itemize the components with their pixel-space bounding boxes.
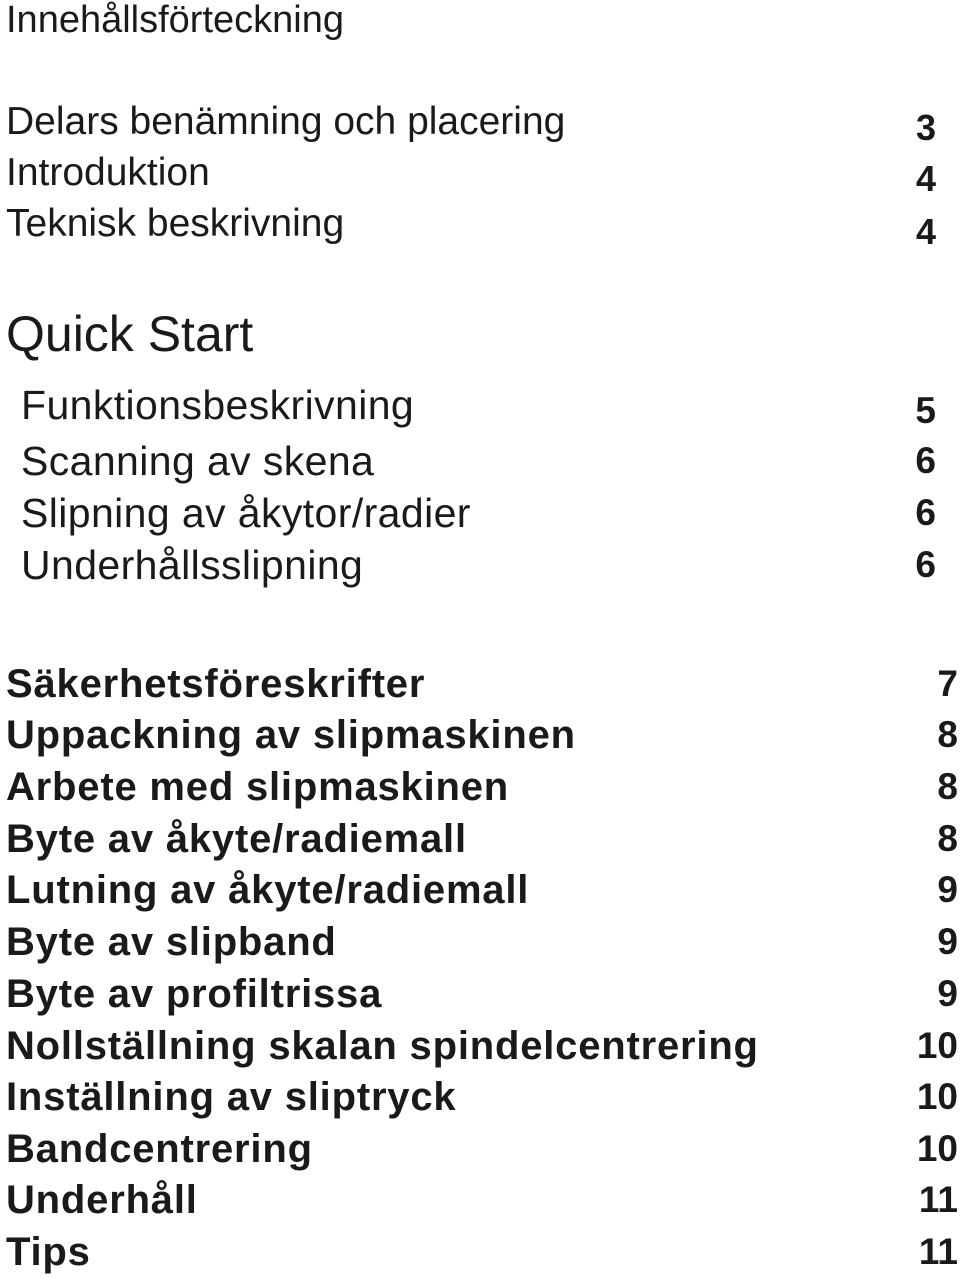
- toc-entry-label: Introduktion: [6, 151, 210, 194]
- toc-entry-page: 10: [916, 1076, 958, 1117]
- toc-entry-pressure[interactable]: [0, 1074, 960, 1122]
- toc-entry-maintenance-grinding[interactable]: [0, 542, 960, 590]
- toc-entry-label: Byte av slipband: [6, 920, 337, 964]
- toc-entry-page: 10: [916, 1128, 958, 1169]
- toc-entry-introduction[interactable]: [0, 151, 960, 197]
- toc-entry-safety[interactable]: [0, 661, 960, 709]
- toc-entry-label: Byte av åkyte/radiemall: [6, 817, 467, 861]
- toc-entry-tips[interactable]: [0, 1229, 960, 1277]
- toc-entry-label: Nollställning skalan spindelcentrering: [6, 1024, 759, 1068]
- toc-entry-label: Underhållsslipning: [21, 542, 364, 588]
- toc-entry-parts[interactable]: [0, 100, 960, 146]
- toc-entry-scanning[interactable]: [0, 438, 960, 486]
- toc-title: Innehållsförteckning: [6, 0, 344, 41]
- toc-entry-page: 6: [915, 440, 936, 481]
- toc-entry-label: Tips: [6, 1230, 91, 1274]
- toc-entry-label: Slipning av åkytor/radier: [21, 490, 471, 536]
- toc-entry-page: 3: [915, 107, 936, 148]
- toc-entry-template-change[interactable]: [0, 816, 960, 864]
- toc-entry-working[interactable]: [0, 764, 960, 812]
- toc-entry-page: 9: [937, 869, 958, 910]
- toc-entry-label: Säkerhetsföreskrifter: [6, 662, 426, 706]
- toc-entry-template-tilt[interactable]: [0, 867, 960, 915]
- toc-entry-belt-change[interactable]: [0, 919, 960, 967]
- toc-entry-label: Lutning av åkyte/radiemall: [6, 868, 530, 912]
- toc-entry-technical[interactable]: [0, 202, 960, 252]
- toc-entry-label: Scanning av skena: [21, 438, 375, 484]
- toc-entry-label: Arbete med slipmaskinen: [6, 765, 510, 809]
- toc-entry-page: 6: [915, 492, 936, 533]
- quick-start-heading: Quick Start: [6, 306, 254, 362]
- toc-entry-unpacking[interactable]: [0, 712, 960, 760]
- toc-entry-page: 11: [918, 1179, 958, 1220]
- toc-entry-maintenance[interactable]: [0, 1177, 960, 1225]
- toc-entry-label: Delars benämning och placering: [6, 100, 566, 143]
- toc-entry-label: Underhåll: [6, 1178, 198, 1222]
- toc-entry-label: Funktionsbeskrivning: [21, 382, 415, 428]
- toc-entry-page: 10: [916, 1025, 958, 1066]
- toc-entry-page: 9: [937, 921, 958, 962]
- toc-entry-label: Teknisk beskrivning: [6, 202, 345, 245]
- toc-entry-page: 8: [937, 766, 958, 807]
- toc-entry-zero-scale[interactable]: [0, 1023, 960, 1071]
- toc-entry-label: Inställning av sliptryck: [6, 1075, 457, 1119]
- toc-entry-belt-centering[interactable]: [0, 1126, 960, 1174]
- toc-entry-function[interactable]: [0, 382, 960, 430]
- toc-entry-page: 5: [915, 390, 936, 431]
- toc-entry-page: 6: [915, 544, 936, 585]
- toc-entry-page: 4: [915, 211, 936, 252]
- toc-entry-profile-wheel[interactable]: [0, 971, 960, 1019]
- toc-entry-label: Uppackning av slipmaskinen: [6, 713, 576, 757]
- toc-entry-grinding[interactable]: [0, 490, 960, 538]
- toc-entry-page: 11: [918, 1231, 958, 1272]
- toc-entry-page: 7: [937, 663, 958, 704]
- toc-entry-page: 8: [937, 714, 958, 755]
- toc-entry-label: Bandcentrering: [6, 1127, 313, 1171]
- toc-entry-page: 4: [915, 158, 936, 199]
- toc-entry-page: 9: [937, 973, 958, 1014]
- toc-entry-label: Byte av profiltrissa: [6, 972, 383, 1016]
- toc-entry-page: 8: [937, 818, 958, 859]
